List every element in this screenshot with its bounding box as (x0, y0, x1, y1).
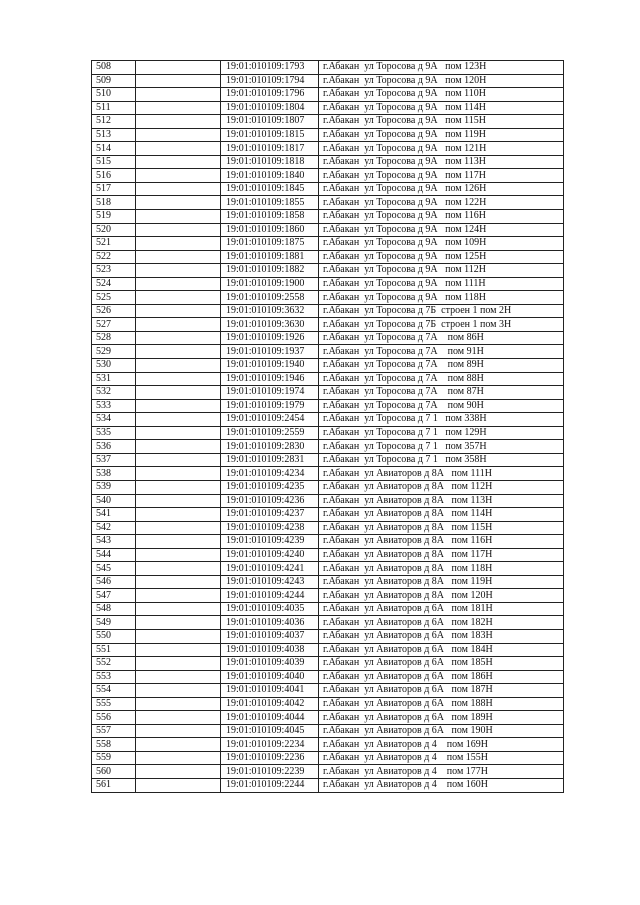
cadastral-number-cell: 19:01:010109:1855 (221, 196, 319, 210)
empty-cell (136, 629, 221, 643)
empty-cell (136, 684, 221, 698)
table-row (92, 359, 564, 373)
table-row (92, 426, 564, 440)
empty-cell (136, 196, 221, 210)
empty-cell (136, 440, 221, 454)
table-row (92, 670, 564, 684)
empty-cell (136, 738, 221, 752)
row-number-cell: 519 (92, 210, 136, 224)
address-cell: г.Абакан ул Торосова д 7Б строен 1 пом 3Н (319, 318, 564, 332)
row-number-cell: 511 (92, 101, 136, 115)
cadastral-number-cell: 19:01:010109:2234 (221, 738, 319, 752)
row-number-cell: 543 (92, 535, 136, 549)
row-number-cell: 554 (92, 684, 136, 698)
address-cell: г.Абакан ул Торосова д 9А пом 112Н (319, 264, 564, 278)
address-cell: г.Абакан ул Авиаторов д 6А пом 186Н (319, 670, 564, 684)
table-row (92, 602, 564, 616)
address-cell: г.Абакан ул Авиаторов д 8А пом 115Н (319, 521, 564, 535)
table-row (92, 467, 564, 481)
address-cell: г.Абакан ул Авиаторов д 6А пом 185Н (319, 657, 564, 671)
row-number-cell: 512 (92, 115, 136, 129)
address-cell: г.Абакан ул Торосова д 9А пом 116Н (319, 210, 564, 224)
row-number-cell: 544 (92, 548, 136, 562)
row-number-cell: 526 (92, 304, 136, 318)
table-row (92, 616, 564, 630)
cadastral-number-cell: 19:01:010109:4035 (221, 602, 319, 616)
table-row (92, 264, 564, 278)
row-number-cell: 549 (92, 616, 136, 630)
address-cell: г.Абакан ул Торосова д 7А пом 87Н (319, 386, 564, 400)
row-number-cell: 509 (92, 74, 136, 88)
address-cell: г.Абакан ул Авиаторов д 6А пом 181Н (319, 602, 564, 616)
row-number-cell: 521 (92, 237, 136, 251)
cadastral-number-cell: 19:01:010109:1845 (221, 182, 319, 196)
address-cell: г.Абакан ул Торосова д 9А пом 117Н (319, 169, 564, 183)
empty-cell (136, 115, 221, 129)
address-cell: г.Абакан ул Авиаторов д 8А пом 114Н (319, 508, 564, 522)
empty-cell (136, 521, 221, 535)
row-number-cell: 537 (92, 453, 136, 467)
empty-cell (136, 359, 221, 373)
empty-cell (136, 711, 221, 725)
cadastral-number-cell: 19:01:010109:4235 (221, 480, 319, 494)
empty-cell (136, 237, 221, 251)
address-cell: г.Абакан ул Торосова д 9А пом 113Н (319, 155, 564, 169)
row-number-cell: 533 (92, 399, 136, 413)
address-cell: г.Абакан ул Торосова д 7 1 пом 338Н (319, 413, 564, 427)
row-number-cell: 555 (92, 697, 136, 711)
table-row (92, 101, 564, 115)
address-cell: г.Абакан ул Авиаторов д 4 пом 177Н (319, 765, 564, 779)
table-row (92, 277, 564, 291)
address-cell: г.Абакан ул Торосова д 9А пом 111Н (319, 277, 564, 291)
row-number-cell: 514 (92, 142, 136, 156)
address-cell: г.Абакан ул Торосова д 9А пом 109Н (319, 237, 564, 251)
empty-cell (136, 765, 221, 779)
row-number-cell: 517 (92, 182, 136, 196)
table-row (92, 291, 564, 305)
empty-cell (136, 88, 221, 102)
row-number-cell: 540 (92, 494, 136, 508)
address-cell: г.Абакан ул Торосова д 7 1 пом 357Н (319, 440, 564, 454)
cadastral-number-cell: 19:01:010109:4238 (221, 521, 319, 535)
address-cell: г.Абакан ул Торосова д 9А пом 126Н (319, 182, 564, 196)
address-cell: г.Абакан ул Авиаторов д 8А пом 116Н (319, 535, 564, 549)
cadastral-number-cell: 19:01:010109:1794 (221, 74, 319, 88)
table-row (92, 413, 564, 427)
empty-cell (136, 142, 221, 156)
row-number-cell: 542 (92, 521, 136, 535)
address-cell: г.Абакан ул Авиаторов д 8А пом 113Н (319, 494, 564, 508)
row-number-cell: 534 (92, 413, 136, 427)
cadastral-number-cell: 19:01:010109:1979 (221, 399, 319, 413)
empty-cell (136, 345, 221, 359)
cadastral-number-cell: 19:01:010109:1881 (221, 250, 319, 264)
table-row (92, 724, 564, 738)
cadastral-number-cell: 19:01:010109:4038 (221, 643, 319, 657)
empty-cell (136, 372, 221, 386)
cadastral-number-cell: 19:01:010109:1926 (221, 331, 319, 345)
row-number-cell: 525 (92, 291, 136, 305)
cadastral-number-cell: 19:01:010109:4244 (221, 589, 319, 603)
table-row (92, 629, 564, 643)
table-row (92, 480, 564, 494)
cadastral-number-cell: 19:01:010109:4042 (221, 697, 319, 711)
table-row (92, 250, 564, 264)
empty-cell (136, 643, 221, 657)
address-cell: г.Абакан ул Авиаторов д 8А пом 117Н (319, 548, 564, 562)
cadastral-number-cell: 19:01:010109:2830 (221, 440, 319, 454)
table-row (92, 575, 564, 589)
cadastral-number-cell: 19:01:010109:2244 (221, 778, 319, 792)
row-number-cell: 560 (92, 765, 136, 779)
row-number-cell: 558 (92, 738, 136, 752)
table-row (92, 128, 564, 142)
address-cell: г.Абакан ул Торосова д 9А пом 125Н (319, 250, 564, 264)
empty-cell (136, 778, 221, 792)
empty-cell (136, 575, 221, 589)
address-cell: г.Абакан ул Торосова д 9А пом 110Н (319, 88, 564, 102)
empty-cell (136, 74, 221, 88)
table-row (92, 711, 564, 725)
table-row (92, 697, 564, 711)
table-row (92, 778, 564, 792)
empty-cell (136, 535, 221, 549)
cadastral-number-cell: 19:01:010109:4040 (221, 670, 319, 684)
row-number-cell: 536 (92, 440, 136, 454)
empty-cell (136, 657, 221, 671)
property-registry-table (91, 60, 564, 793)
address-cell: г.Абакан ул Торосова д 7А пом 90Н (319, 399, 564, 413)
empty-cell (136, 277, 221, 291)
empty-cell (136, 724, 221, 738)
cadastral-number-cell: 19:01:010109:3632 (221, 304, 319, 318)
table-row (92, 182, 564, 196)
cadastral-number-cell: 19:01:010109:1807 (221, 115, 319, 129)
empty-cell (136, 494, 221, 508)
table-row (92, 643, 564, 657)
empty-cell (136, 467, 221, 481)
row-number-cell: 551 (92, 643, 136, 657)
table-row (92, 196, 564, 210)
address-cell: г.Абакан ул Авиаторов д 4 пом 155Н (319, 751, 564, 765)
cadastral-number-cell: 19:01:010109:4039 (221, 657, 319, 671)
cadastral-number-cell: 19:01:010109:4240 (221, 548, 319, 562)
address-cell: г.Абакан ул Авиаторов д 6А пом 190Н (319, 724, 564, 738)
empty-cell (136, 480, 221, 494)
row-number-cell: 518 (92, 196, 136, 210)
table-row (92, 345, 564, 359)
table-row (92, 386, 564, 400)
row-number-cell: 538 (92, 467, 136, 481)
cadastral-number-cell: 19:01:010109:1815 (221, 128, 319, 142)
empty-cell (136, 250, 221, 264)
table-row (92, 535, 564, 549)
cadastral-number-cell: 19:01:010109:1818 (221, 155, 319, 169)
empty-cell (136, 602, 221, 616)
table-row (92, 738, 564, 752)
cadastral-number-cell: 19:01:010109:2559 (221, 426, 319, 440)
cadastral-number-cell: 19:01:010109:1793 (221, 61, 319, 75)
table-row (92, 562, 564, 576)
table-row (92, 155, 564, 169)
address-cell: г.Абакан ул Торосова д 9А пом 121Н (319, 142, 564, 156)
cadastral-number-cell: 19:01:010109:1858 (221, 210, 319, 224)
address-cell: г.Абакан ул Авиаторов д 6А пом 184Н (319, 643, 564, 657)
address-cell: г.Абакан ул Авиаторов д 6А пом 183Н (319, 629, 564, 643)
address-cell: г.Абакан ул Авиаторов д 6А пом 182Н (319, 616, 564, 630)
empty-cell (136, 264, 221, 278)
address-cell: г.Абакан ул Торосова д 9А пом 124Н (319, 223, 564, 237)
cadastral-number-cell: 19:01:010109:2558 (221, 291, 319, 305)
empty-cell (136, 291, 221, 305)
empty-cell (136, 61, 221, 75)
row-number-cell: 531 (92, 372, 136, 386)
empty-cell (136, 453, 221, 467)
empty-cell (136, 182, 221, 196)
address-cell: г.Абакан ул Авиаторов д 6А пом 189Н (319, 711, 564, 725)
row-number-cell: 527 (92, 318, 136, 332)
address-cell: г.Абакан ул Торосова д 9А пом 122Н (319, 196, 564, 210)
empty-cell (136, 413, 221, 427)
table-row (92, 751, 564, 765)
cadastral-number-cell: 19:01:010109:2831 (221, 453, 319, 467)
address-cell: г.Абакан ул Авиаторов д 8А пом 118Н (319, 562, 564, 576)
address-cell: г.Абакан ул Торосова д 7А пом 91Н (319, 345, 564, 359)
address-cell: г.Абакан ул Авиаторов д 4 пом 169Н (319, 738, 564, 752)
table-row (92, 223, 564, 237)
table-row (92, 399, 564, 413)
row-number-cell: 552 (92, 657, 136, 671)
row-number-cell: 528 (92, 331, 136, 345)
empty-cell (136, 548, 221, 562)
empty-cell (136, 210, 221, 224)
row-number-cell: 535 (92, 426, 136, 440)
row-number-cell: 559 (92, 751, 136, 765)
cadastral-number-cell: 19:01:010109:3630 (221, 318, 319, 332)
cadastral-number-cell: 19:01:010109:1937 (221, 345, 319, 359)
table-row (92, 304, 564, 318)
table-row (92, 74, 564, 88)
table-row (92, 237, 564, 251)
empty-cell (136, 562, 221, 576)
table-row (92, 494, 564, 508)
table-row (92, 88, 564, 102)
address-cell: г.Абакан ул Авиаторов д 6А пом 188Н (319, 697, 564, 711)
empty-cell (136, 697, 221, 711)
table-row (92, 210, 564, 224)
empty-cell (136, 331, 221, 345)
cadastral-number-cell: 19:01:010109:1882 (221, 264, 319, 278)
row-number-cell: 529 (92, 345, 136, 359)
cadastral-number-cell: 19:01:010109:1796 (221, 88, 319, 102)
cadastral-number-cell: 19:01:010109:4234 (221, 467, 319, 481)
table-row (92, 440, 564, 454)
empty-cell (136, 101, 221, 115)
table-row (92, 331, 564, 345)
table-row (92, 61, 564, 75)
empty-cell (136, 751, 221, 765)
row-number-cell: 553 (92, 670, 136, 684)
address-cell: г.Абакан ул Торосова д 7 1 пом 129Н (319, 426, 564, 440)
empty-cell (136, 670, 221, 684)
cadastral-number-cell: 19:01:010109:4041 (221, 684, 319, 698)
cadastral-number-cell: 19:01:010109:4037 (221, 629, 319, 643)
address-cell: г.Абакан ул Торосова д 7А пом 86Н (319, 331, 564, 345)
table-row (92, 589, 564, 603)
address-cell: г.Абакан ул Торосова д 9А пом 118Н (319, 291, 564, 305)
table-row (92, 372, 564, 386)
table-row (92, 684, 564, 698)
empty-cell (136, 169, 221, 183)
cadastral-number-cell: 19:01:010109:1840 (221, 169, 319, 183)
empty-cell (136, 128, 221, 142)
row-number-cell: 547 (92, 589, 136, 603)
cadastral-number-cell: 19:01:010109:4241 (221, 562, 319, 576)
row-number-cell: 548 (92, 602, 136, 616)
address-cell: г.Абакан ул Авиаторов д 8А пом 112Н (319, 480, 564, 494)
cadastral-number-cell: 19:01:010109:1946 (221, 372, 319, 386)
cadastral-number-cell: 19:01:010109:1940 (221, 359, 319, 373)
table-row (92, 657, 564, 671)
table-row (92, 453, 564, 467)
cadastral-number-cell: 19:01:010109:4045 (221, 724, 319, 738)
address-cell: г.Абакан ул Торосова д 9А пом 119Н (319, 128, 564, 142)
row-number-cell: 556 (92, 711, 136, 725)
table-row (92, 521, 564, 535)
empty-cell (136, 304, 221, 318)
cadastral-number-cell: 19:01:010109:1860 (221, 223, 319, 237)
cadastral-number-cell: 19:01:010109:1875 (221, 237, 319, 251)
empty-cell (136, 426, 221, 440)
row-number-cell: 561 (92, 778, 136, 792)
cadastral-number-cell: 19:01:010109:4239 (221, 535, 319, 549)
address-cell: г.Абакан ул Авиаторов д 8А пом 120Н (319, 589, 564, 603)
row-number-cell: 513 (92, 128, 136, 142)
row-number-cell: 522 (92, 250, 136, 264)
address-cell: г.Абакан ул Торосова д 9А пом 120Н (319, 74, 564, 88)
empty-cell (136, 386, 221, 400)
address-cell: г.Абакан ул Авиаторов д 6А пом 187Н (319, 684, 564, 698)
cadastral-number-cell: 19:01:010109:2236 (221, 751, 319, 765)
table-row (92, 115, 564, 129)
address-cell: г.Абакан ул Торосова д 9А пом 123Н (319, 61, 564, 75)
table-row (92, 765, 564, 779)
row-number-cell: 510 (92, 88, 136, 102)
row-number-cell: 523 (92, 264, 136, 278)
empty-cell (136, 589, 221, 603)
address-cell: г.Абакан ул Торосова д 7 1 пом 358Н (319, 453, 564, 467)
empty-cell (136, 318, 221, 332)
address-cell: г.Абакан ул Торосова д 9А пом 115Н (319, 115, 564, 129)
row-number-cell: 530 (92, 359, 136, 373)
address-cell: г.Абакан ул Торосова д 7Б строен 1 пом 2Н (319, 304, 564, 318)
cadastral-number-cell: 19:01:010109:1817 (221, 142, 319, 156)
row-number-cell: 524 (92, 277, 136, 291)
row-number-cell: 520 (92, 223, 136, 237)
cadastral-number-cell: 19:01:010109:1974 (221, 386, 319, 400)
row-number-cell: 539 (92, 480, 136, 494)
address-cell: г.Абакан ул Авиаторов д 8А пом 119Н (319, 575, 564, 589)
empty-cell (136, 223, 221, 237)
registry-table-body (92, 61, 564, 793)
table-row (92, 169, 564, 183)
empty-cell (136, 508, 221, 522)
row-number-cell: 541 (92, 508, 136, 522)
cadastral-number-cell: 19:01:010109:4236 (221, 494, 319, 508)
row-number-cell: 546 (92, 575, 136, 589)
cadastral-number-cell: 19:01:010109:1804 (221, 101, 319, 115)
address-cell: г.Абакан ул Авиаторов д 4 пом 160Н (319, 778, 564, 792)
cadastral-number-cell: 19:01:010109:1900 (221, 277, 319, 291)
address-cell: г.Абакан ул Авиаторов д 8А пом 111Н (319, 467, 564, 481)
cadastral-number-cell: 19:01:010109:2454 (221, 413, 319, 427)
table-row (92, 508, 564, 522)
row-number-cell: 508 (92, 61, 136, 75)
address-cell: г.Абакан ул Торосова д 9А пом 114Н (319, 101, 564, 115)
empty-cell (136, 155, 221, 169)
cadastral-number-cell: 19:01:010109:4237 (221, 508, 319, 522)
empty-cell (136, 399, 221, 413)
cadastral-number-cell: 19:01:010109:4044 (221, 711, 319, 725)
empty-cell (136, 616, 221, 630)
table-row (92, 548, 564, 562)
row-number-cell: 545 (92, 562, 136, 576)
address-cell: г.Абакан ул Торосова д 7А пом 88Н (319, 372, 564, 386)
row-number-cell: 516 (92, 169, 136, 183)
row-number-cell: 515 (92, 155, 136, 169)
cadastral-number-cell: 19:01:010109:4036 (221, 616, 319, 630)
cadastral-number-cell: 19:01:010109:4243 (221, 575, 319, 589)
table-row (92, 142, 564, 156)
row-number-cell: 557 (92, 724, 136, 738)
table-row (92, 318, 564, 332)
address-cell: г.Абакан ул Торосова д 7А пом 89Н (319, 359, 564, 373)
cadastral-number-cell: 19:01:010109:2239 (221, 765, 319, 779)
row-number-cell: 550 (92, 629, 136, 643)
row-number-cell: 532 (92, 386, 136, 400)
